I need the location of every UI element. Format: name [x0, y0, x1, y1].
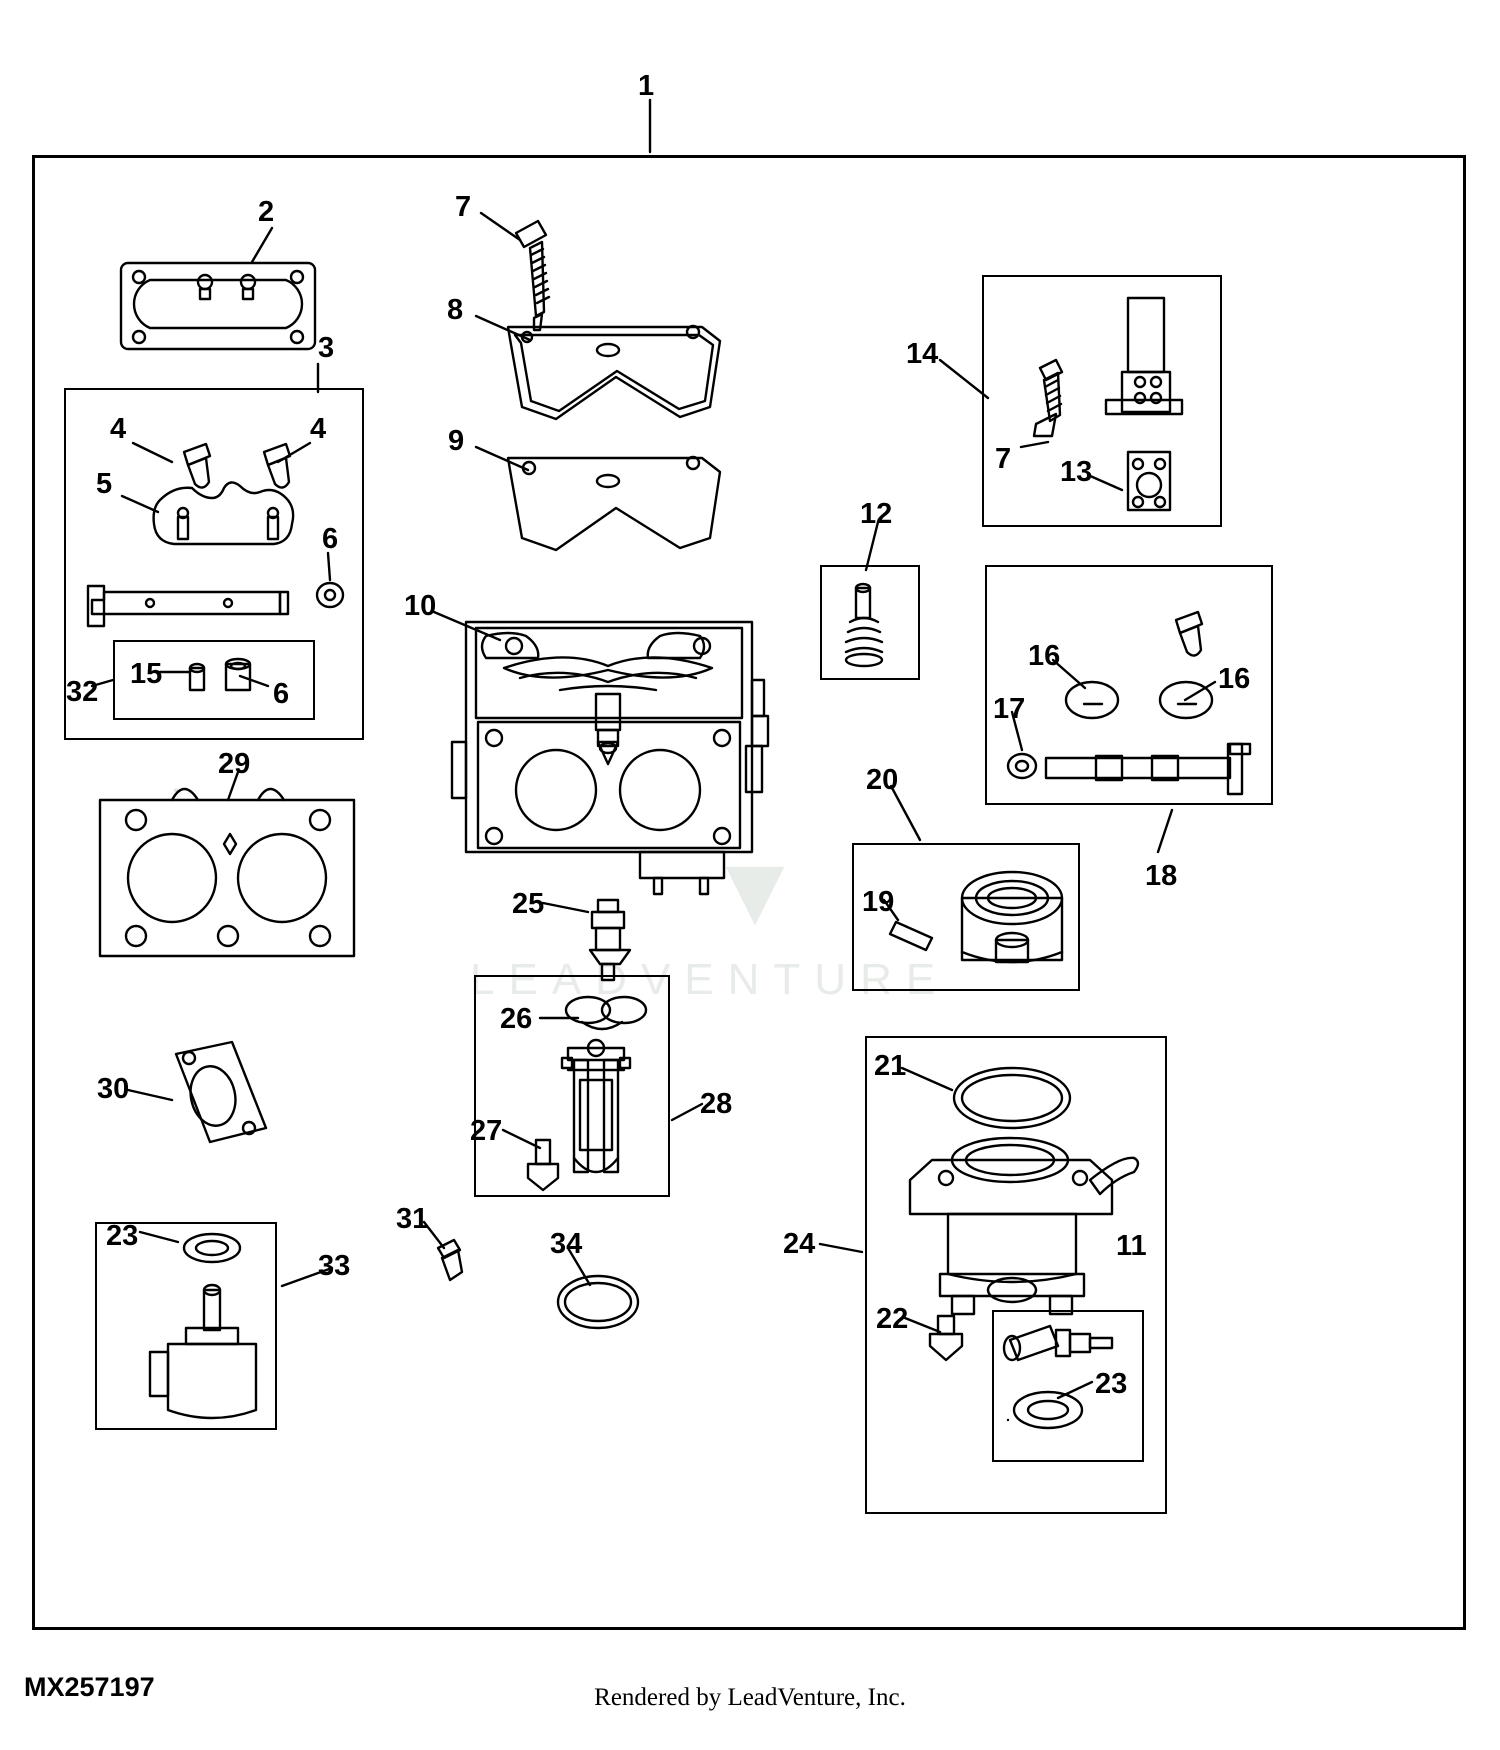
- callout-20[interactable]: 20: [866, 764, 899, 796]
- callout-21[interactable]: 21: [874, 1050, 907, 1082]
- callout-17[interactable]: 17: [993, 693, 1026, 725]
- group-box-33: [95, 1222, 277, 1430]
- callout-27[interactable]: 27: [470, 1115, 503, 1147]
- callout-32[interactable]: 32: [66, 676, 99, 708]
- callout-34[interactable]: 34: [550, 1228, 583, 1260]
- callout-22[interactable]: 22: [876, 1303, 909, 1335]
- callout-7-box14[interactable]: 7: [995, 443, 1012, 475]
- callout-16-right[interactable]: 16: [1218, 663, 1251, 695]
- callout-33[interactable]: 33: [318, 1250, 351, 1282]
- watermark-text: LEADVENTURE: [470, 955, 950, 1004]
- callout-1[interactable]: 1: [638, 70, 655, 102]
- callout-31[interactable]: 31: [396, 1203, 429, 1235]
- callout-23-left[interactable]: 23: [106, 1220, 139, 1252]
- callout-10[interactable]: 10: [404, 590, 437, 622]
- callout-29[interactable]: 29: [218, 748, 251, 780]
- callout-15[interactable]: 15: [130, 658, 163, 690]
- callout-30[interactable]: 30: [97, 1073, 130, 1105]
- callout-7-top[interactable]: 7: [455, 191, 472, 223]
- callout-6-upper[interactable]: 6: [322, 523, 339, 555]
- callout-5[interactable]: 5: [96, 468, 113, 500]
- group-box-14: [982, 275, 1222, 527]
- callout-3[interactable]: 3: [318, 332, 335, 364]
- callout-8[interactable]: 8: [447, 294, 464, 326]
- callout-4-right[interactable]: 4: [310, 413, 327, 445]
- callout-14[interactable]: 14: [906, 338, 939, 370]
- rendered-by-credit: Rendered by LeadVenture, Inc.: [594, 1684, 906, 1711]
- callout-24[interactable]: 24: [783, 1228, 816, 1260]
- callout-28[interactable]: 28: [700, 1088, 733, 1120]
- callout-9[interactable]: 9: [448, 425, 465, 457]
- callout-2[interactable]: 2: [258, 196, 275, 228]
- callout-12[interactable]: 12: [860, 498, 893, 530]
- watermark-v-icon: ▼: [705, 834, 805, 946]
- callout-13[interactable]: 13: [1060, 456, 1093, 488]
- callout-11[interactable]: 11: [1116, 1230, 1147, 1262]
- callout-23-right[interactable]: 23: [1095, 1368, 1128, 1400]
- group-box-12: [820, 565, 920, 680]
- callout-18[interactable]: 18: [1145, 860, 1178, 892]
- callout-26[interactable]: 26: [500, 1003, 533, 1035]
- callout-6-lower[interactable]: 6: [273, 678, 290, 710]
- callout-16-left[interactable]: 16: [1028, 640, 1061, 672]
- callout-19[interactable]: 19: [862, 886, 895, 918]
- part-number-code: MX257197: [24, 1672, 155, 1702]
- callout-25[interactable]: 25: [512, 888, 545, 920]
- callout-4-left[interactable]: 4: [110, 413, 127, 445]
